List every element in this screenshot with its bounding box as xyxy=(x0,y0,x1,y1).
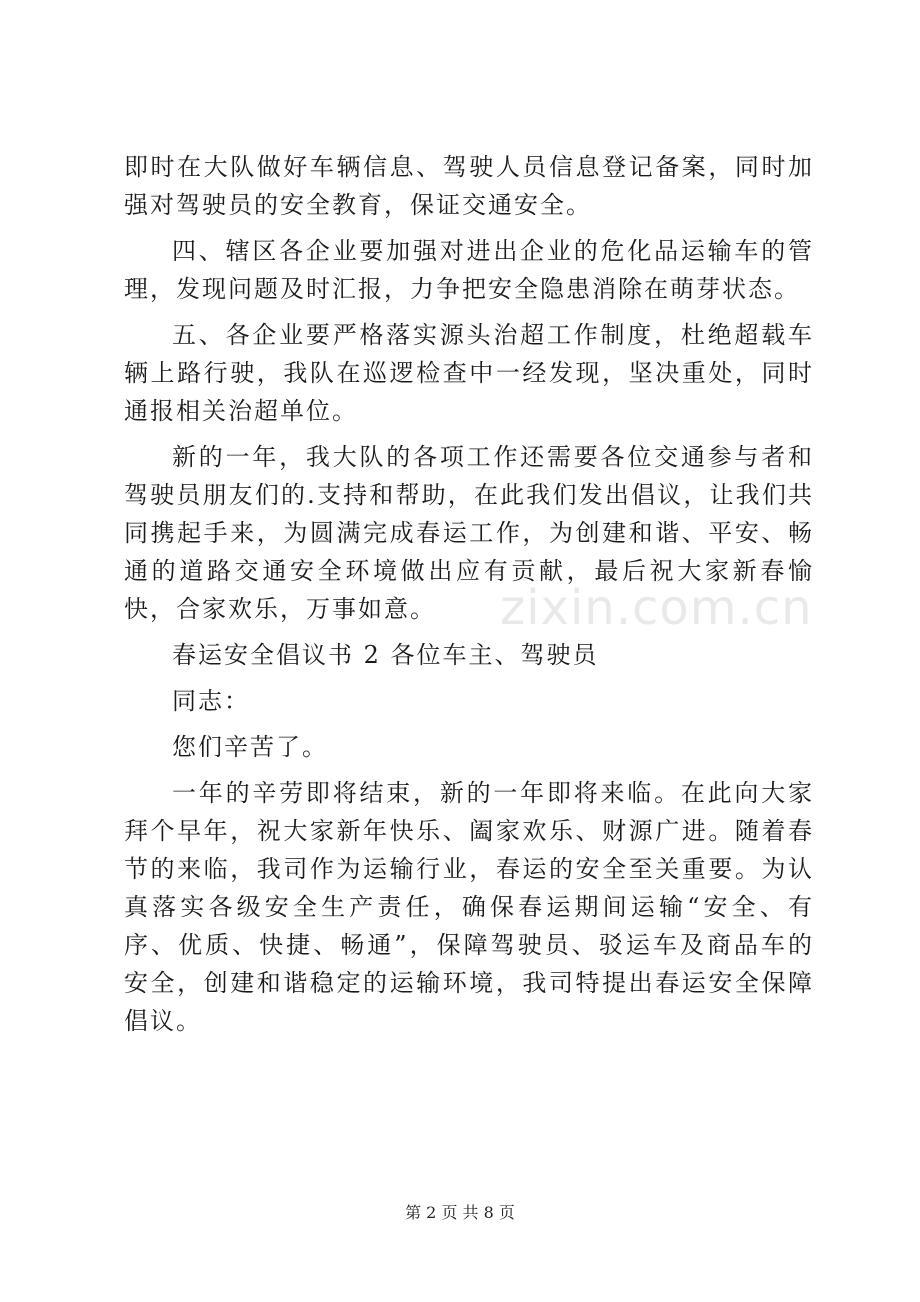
paragraph-2: 四、辖区各企业要加强对进出企业的危化品运输车的管理，发现问题及时汇报，力争把安全隐患消除在萌芽状态。 xyxy=(124,237,814,303)
paragraph-3: 五、各企业要严格落实源头治超工作制度，杜绝超载车辆上路行驶，我队在巡逻检查中一经发现，坚决重处，同时通报相关治超单位。 xyxy=(124,321,814,425)
paragraph-7: 您们辛苦了。 xyxy=(172,733,328,761)
watermark: zixin.com.cn xyxy=(500,580,813,636)
paragraph-1: 即时在大队做好车辆信息、驾驶人员信息登记备案，同时加强对驾驶员的安全教育，保证交通安全。 xyxy=(124,153,814,219)
document-body xyxy=(124,148,814,1048)
page-footer: 第 2 页 共 8 页 xyxy=(405,1203,515,1222)
paragraph-8: 一年的辛劳即将结束，新的一年即将来临。在此向大家拜个早年，祝大家新年快乐、阖家欢乐、财源广进。随着春节的来临，我司作为运输行业，春运的安全至关重要。为认真落实各级安全生产责任，确保春运期间运输“安全、有序、优质、快捷、畅通”，保障驾驶员、驳运车及商品车的安全，创建和谐稳定的运输环境，我司特提出春运安全保障倡议。 xyxy=(124,779,814,1035)
paragraph-5: 春运安全倡议书 2 各位车主、驾驶员 xyxy=(172,641,599,669)
paragraph-4: 新的一年，我大队的各项工作还需要各位交通参与者和驾驶员朋友们的.支持和帮助，在此我们发出倡议，让我们共同携起手来，为圆满完成春运工作，为创建和谐、平安、畅通的道路交通安全环境做出应有贡献，最后祝大家新春愉快，合家欢乐，万事如意。 xyxy=(124,443,814,623)
paragraph-6: 同志： xyxy=(172,687,250,715)
